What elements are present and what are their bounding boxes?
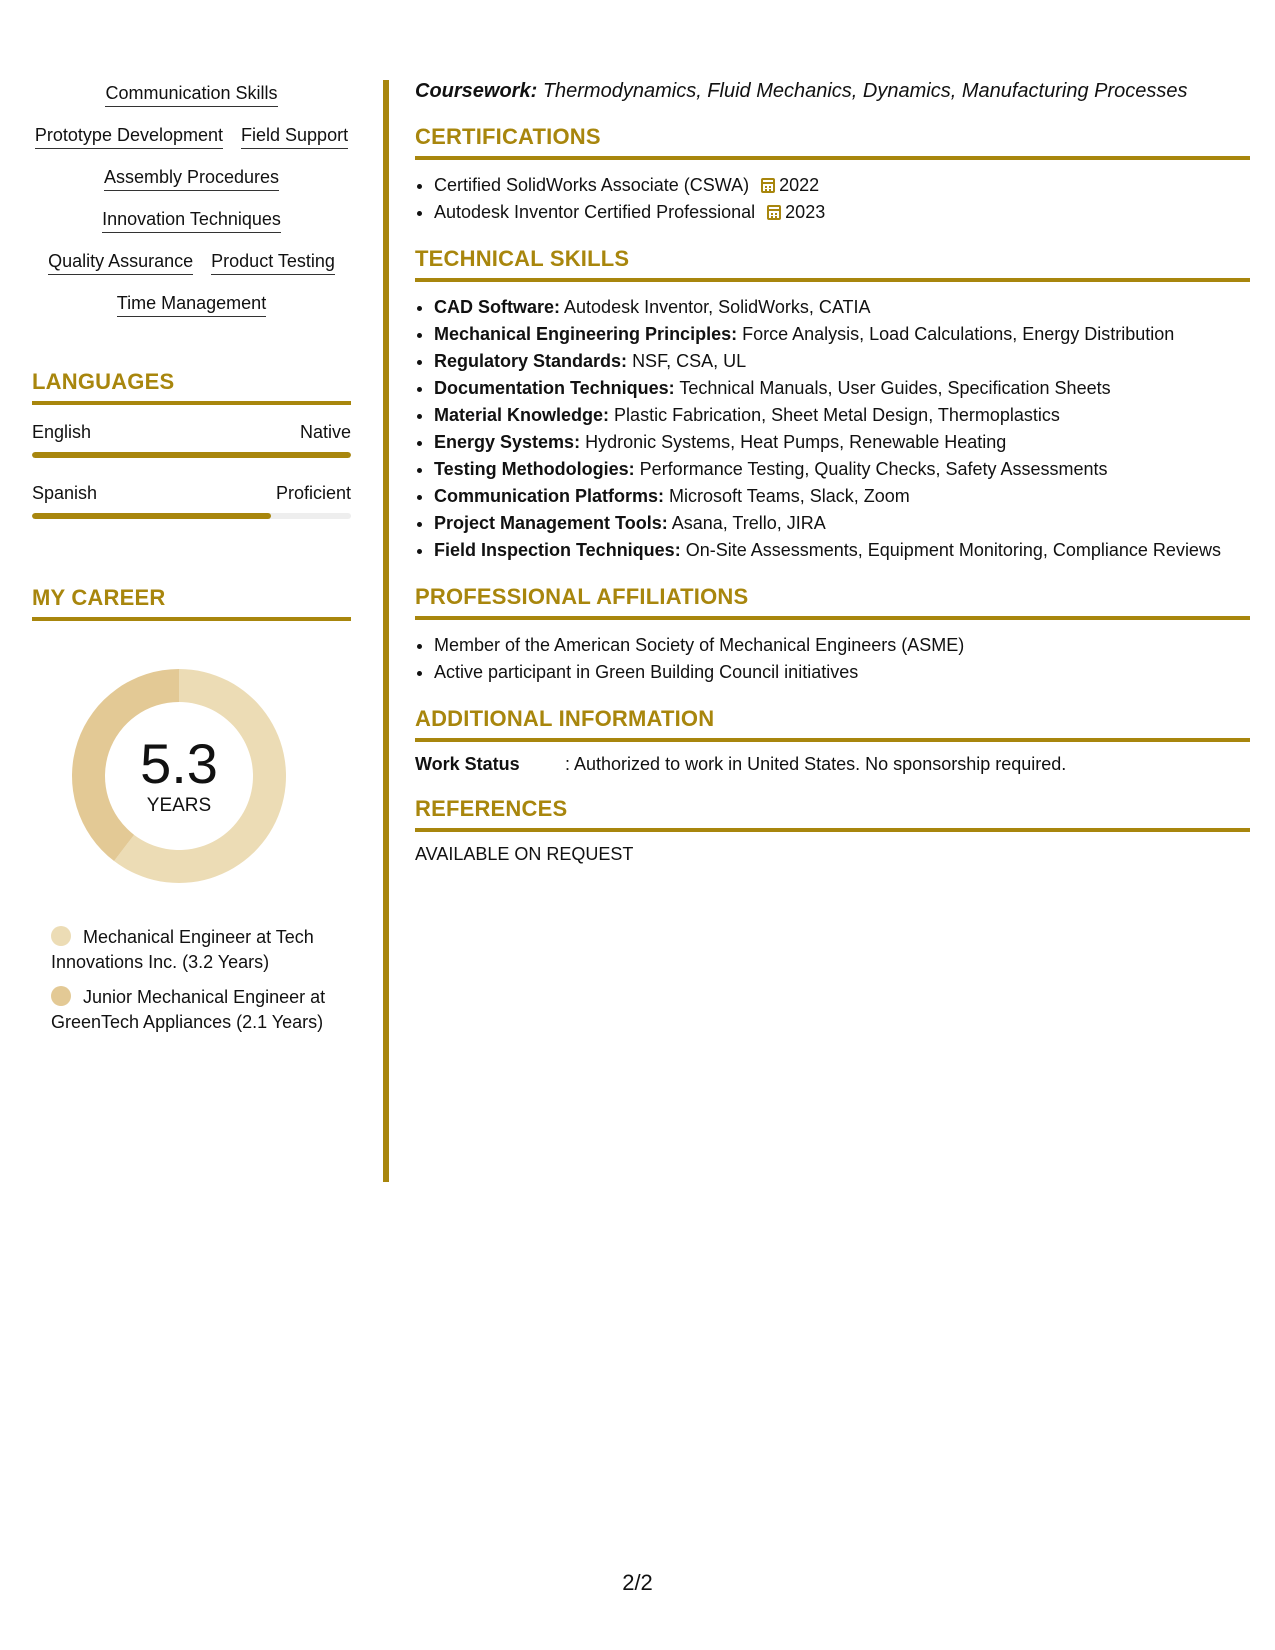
language-name: English [32,422,92,442]
legend-dot [51,986,71,1006]
technical-skills-section [415,246,1250,564]
affiliation-item: • Member of the American Society of Mechanical Engineers (ASME) [434,632,1250,659]
career-legend [51,925,331,1035]
right-column [415,78,1250,866]
column-divider [383,80,389,1182]
language-proficiency-fill [32,452,351,458]
coursework [415,78,1250,104]
certification-year: 2023 [785,202,826,222]
work-status-label: Work Status [415,754,520,774]
languages-heading: LANGUAGES [32,369,351,405]
skill-values: Hydronic Systems, Heat Pumps, Renewable Heating [585,432,1007,452]
language-name: Spanish [32,483,98,503]
additional-info-section [415,706,1250,776]
career-heading: MY CAREER [32,585,351,621]
skill-tag: Product Testing [211,250,335,275]
technical-skill-item [434,510,1250,537]
certification-item [434,199,1250,226]
technical-skill-item [434,483,1250,510]
language-level: Native [299,422,351,442]
career-total-unit: YEARS [146,795,212,816]
skill-category: Testing Methodologies: [434,459,635,479]
language-item [32,482,351,519]
skill-tag: Field Support [241,124,348,149]
skill-category: Mechanical Engineering Principles: [434,324,738,344]
skill-tag: Time Management [117,292,266,317]
skill-values: Performance Testing, Quality Checks, Safety Assessments [639,459,1108,479]
skill-values: Asana, Trello, JIRA [671,513,826,533]
skill-values: Plastic Fabrication, Sheet Metal Design, Thermoplastics [614,405,1060,425]
certification-name: Autodesk Inventor Certified Professional [434,202,756,222]
skill-values: Autodesk Inventor, SolidWorks, CATIA [564,297,871,317]
affiliations-section [415,584,1250,686]
skill-category: Material Knowledge: [434,405,610,425]
technical-skill-item [434,429,1250,456]
technical-skill-item [434,294,1250,321]
affiliations-heading: PROFESSIONAL AFFILIATIONS [415,584,1250,620]
career-total-value: 5.3 [140,732,218,795]
career-donut-chart [64,661,294,891]
legend-item [51,985,331,1035]
skill-values: NSF, CSA, UL [632,351,747,371]
page-number: 2/2 [622,1570,653,1595]
skill-category: Communication Platforms: [434,486,665,506]
left-column [32,82,351,1045]
technical-skills-heading: TECHNICAL SKILLS [415,246,1250,282]
skill-tags [32,82,351,317]
legend-item [51,925,331,975]
skill-tag: Assembly Procedures [104,166,279,191]
skill-values: Microsoft Teams, Slack, Zoom [669,486,910,506]
technical-skill-item [434,456,1250,483]
language-proficiency-bar [32,513,351,519]
certification-name: Certified SolidWorks Associate (CSWA) [434,175,750,195]
legend-dot [51,926,71,946]
skill-category: CAD Software: [434,297,561,317]
coursework-text: Thermodynamics, Fluid Mechanics, Dynamics, Manufacturing Processes [542,80,1188,102]
certification-year: 2022 [779,175,820,195]
skill-values: On-Site Assessments, Equipment Monitoring, Compliance Reviews [685,540,1221,560]
language-proficiency-bar [32,452,351,458]
skill-category: Documentation Techniques: [434,378,675,398]
certifications-section [415,124,1250,226]
skill-values: Force Analysis, Load Calculations, Energy Distribution [742,324,1175,344]
skill-category: Field Inspection Techniques: [434,540,681,560]
technical-skill-item [434,321,1250,348]
technical-skill-item [434,402,1250,429]
legend-label: Mechanical Engineer at Tech Innovations Inc. (3.2 Years) [51,927,314,972]
certification-item [434,172,1250,199]
references-section [415,796,1250,866]
technical-skill-item [434,348,1250,375]
skill-tag: Communication Skills [105,82,277,107]
skill-values: Technical Manuals, User Guides, Specification Sheets [679,378,1111,398]
skill-tag: Prototype Development [35,124,223,149]
career-section [32,585,351,1035]
references-heading: REFERENCES [415,796,1250,832]
language-proficiency-fill [32,513,271,519]
coursework-label: Coursework: [415,80,538,102]
legend-label: Junior Mechanical Engineer at GreenTech Appliances (2.1 Years) [51,987,326,1032]
references-text: AVAILABLE ON REQUEST [415,844,634,864]
certifications-heading: CERTIFICATIONS [415,124,1250,160]
technical-skill-item [434,375,1250,402]
language-item [32,421,351,458]
skill-tag: Innovation Techniques [102,208,281,233]
language-level: Proficient [275,483,351,503]
skill-category: Project Management Tools: [434,513,668,533]
work-status-value: : Authorized to work in United States. No sponsorship required. [565,754,1067,774]
technical-skill-item [434,537,1250,564]
languages-section [32,369,351,519]
additional-info-heading: ADDITIONAL INFORMATION [415,706,1250,742]
affiliation-item: • Active participant in Green Building Council initiatives [434,659,1250,686]
skill-category: Energy Systems: [434,432,581,452]
calendar-icon [761,178,775,193]
calendar-icon [767,205,781,220]
work-status-row [415,752,1250,776]
skill-tag: Quality Assurance [48,250,193,275]
skill-category: Regulatory Standards: [434,351,628,371]
